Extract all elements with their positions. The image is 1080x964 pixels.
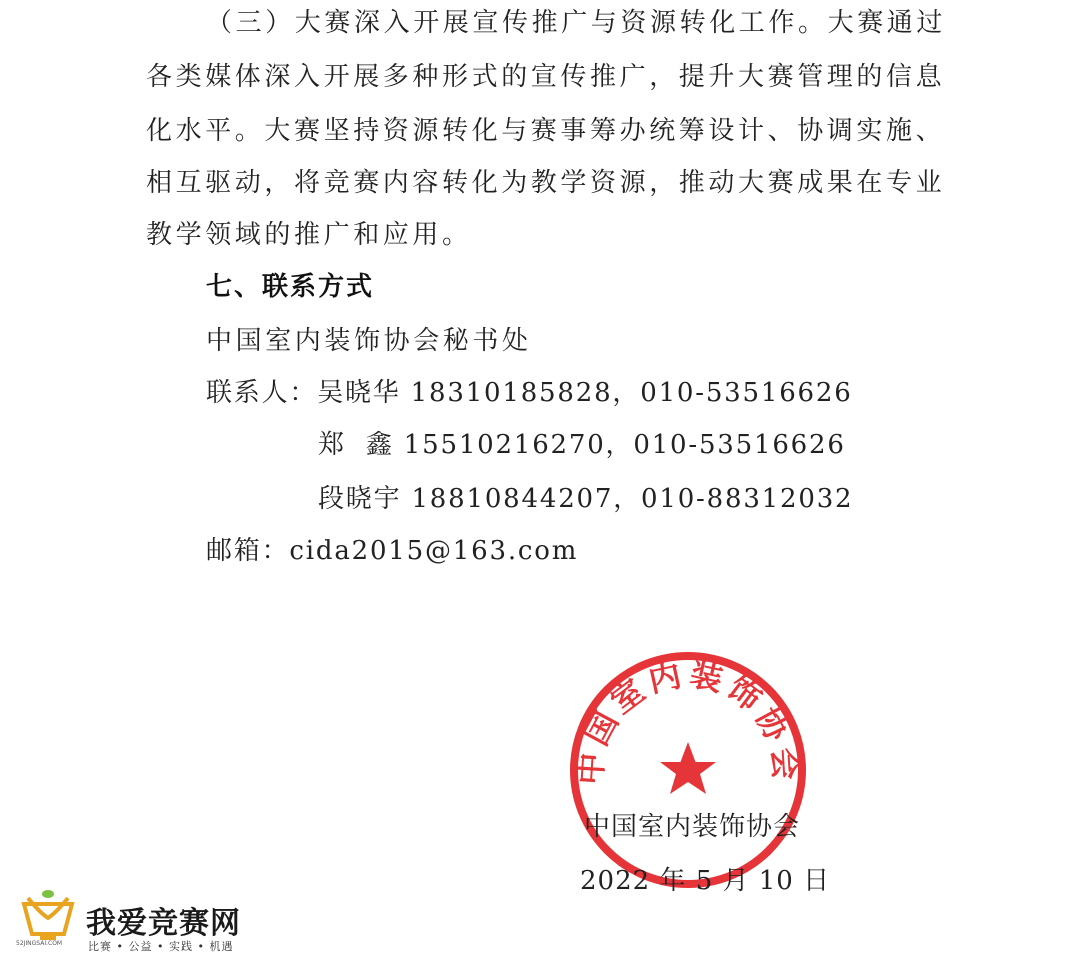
paragraph-line-1: （三）大赛深入开展宣传推广与资源转化工作。大赛通过 — [206, 8, 947, 38]
watermark-site-name: 我爱竞赛网 — [86, 906, 241, 941]
contact-person-3: 段晓宇 18810844207，010-88312032 — [318, 484, 854, 514]
watermark-slogan: 比赛 • 公益 • 实践 • 机遇 — [88, 940, 234, 953]
contact-email: 邮箱：cida2015@163.com — [206, 536, 579, 566]
section-heading-contact: 七、联系方式 — [206, 272, 375, 302]
contact-person-1: 联系人：吴晓华 18310185828，010-53516626 — [206, 378, 853, 408]
contact-person-2: 郑 鑫 15510216270，010-53516626 — [318, 430, 846, 460]
seal-star-icon — [660, 742, 716, 794]
paragraph-line-3: 化水平。大赛坚持资源转化与赛事筹办统筹设计、协调实施、 — [146, 116, 946, 146]
contact-org: 中国室内装饰协会秘书处 — [206, 326, 532, 356]
seal-text: 中国室内装饰协会 — [571, 654, 805, 786]
official-seal — [566, 648, 810, 892]
paragraph-line-5: 教学领域的推广和应用。 — [146, 220, 472, 250]
signature-date: 2022 年 5 月 10 日 — [580, 866, 831, 896]
paragraph-line-4: 相互驱动，将竞赛内容转化为教学资源，推动大赛成果在专业 — [146, 168, 946, 198]
paragraph-line-2: 各类媒体深入开展多种形式的宣传推广，提升大赛管理的信息 — [146, 62, 946, 92]
signature-org: 中国室内装饰协会 — [584, 812, 801, 842]
watermark-domain: 52JINGSAI.COM — [16, 940, 63, 947]
